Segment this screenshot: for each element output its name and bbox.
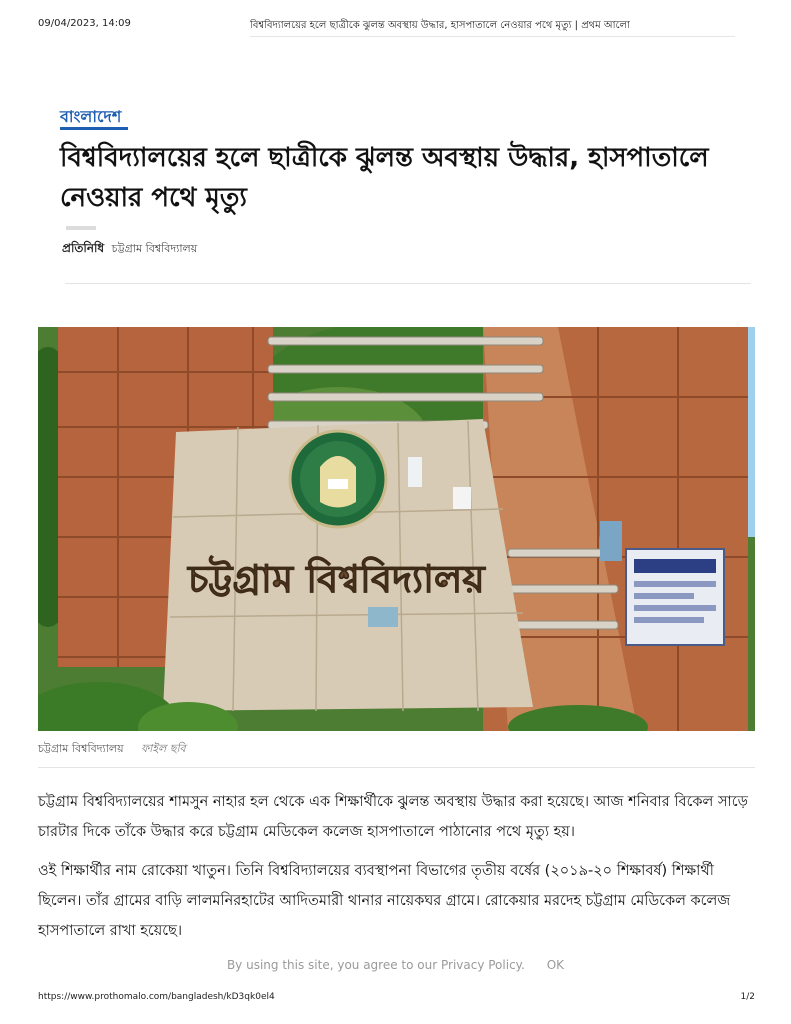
author-location: চট্টগ্রাম বিশ্ববিদ্যালয় [111,242,198,255]
page-url: https://www.prothomalo.com/bangladesh/kD3qk0el4 [38,992,275,1002]
print-header [38,18,753,34]
byline-divider [65,283,751,284]
article-headline: বিশ্ববিদ্যালয়ের হলে ছাত্রীকে ঝুলন্ত অবস্থায় উদ্ধার, হাসপাতালে নেওয়ার পথে মৃত্যু [60,143,709,213]
article-paragraph: চট্টগ্রাম বিশ্ববিদ্যালয়ের শামসুন নাহার হল থেকে এক শিক্ষার্থীকে ঝুলন্ত অবস্থায় উদ্ধার করা হয়েছে। আজ শনিবার বিকেল সাড়ে চারটার দিকে তাঁকে উদ্ধার করে চট্টগ্রাম মেডিকেল কলেজ হাসপাতালে পাঠানোর পথে মৃত্যু হয়। [38,794,748,840]
gate-sign-text: চট্টগ্রাম বিশ্ববিদ্যালয় [188,557,485,601]
caption-divider [38,767,755,768]
category-link[interactable]: বাংলাদেশ [60,107,122,126]
campus-gate-photo [38,327,755,731]
category-underline [60,127,128,130]
header-divider [250,36,735,37]
cookie-ok-button[interactable]: OK [546,958,565,972]
print-page-title: বিশ্ববিদ্যালয়ের হলে ছাত্রীকে ঝুলন্ত অবস্থায় উদ্ধার, হাসপাতালে নেওয়ার পথে মৃত্যু | প্রথম আলো [250,20,630,31]
caption-credit: ফাইল ছবি [141,742,186,755]
cookie-notice-text: By using this site, you agree to our Privacy Policy. [226,958,525,972]
hero-image [38,327,755,731]
page-number: 1/2 [740,992,755,1002]
author-avatar-placeholder [66,226,96,230]
caption-text: চট্টগ্রাম বিশ্ববিদ্যালয় [38,742,124,755]
byline [62,240,197,260]
print-timestamp: 09/04/2023, 14:09 [38,18,131,29]
cookie-notice [0,958,791,972]
author-name[interactable]: প্রতিনিধি [62,241,105,255]
image-caption [38,740,186,759]
article-paragraph: ওই শিক্ষার্থীর নাম রোকেয়া খাতুন। তিনি বিশ্ববিদ্যালয়ের ব্যবস্থাপনা বিভাগের তৃতীয় বর্ষের (২০১৯-২০ শিক্ষাবর্ষ) শিক্ষার্থী ছিলেন। তাঁর গ্রামের বাড়ি লালমনিরহাটের আদিতমারী থানার নায়েকঘর গ্রামে। রোকেয়ার মরদেহ চট্টগ্রাম মেডিকেল কলেজ হাসপাতালে রাখা হয়েছে। [38,863,731,939]
